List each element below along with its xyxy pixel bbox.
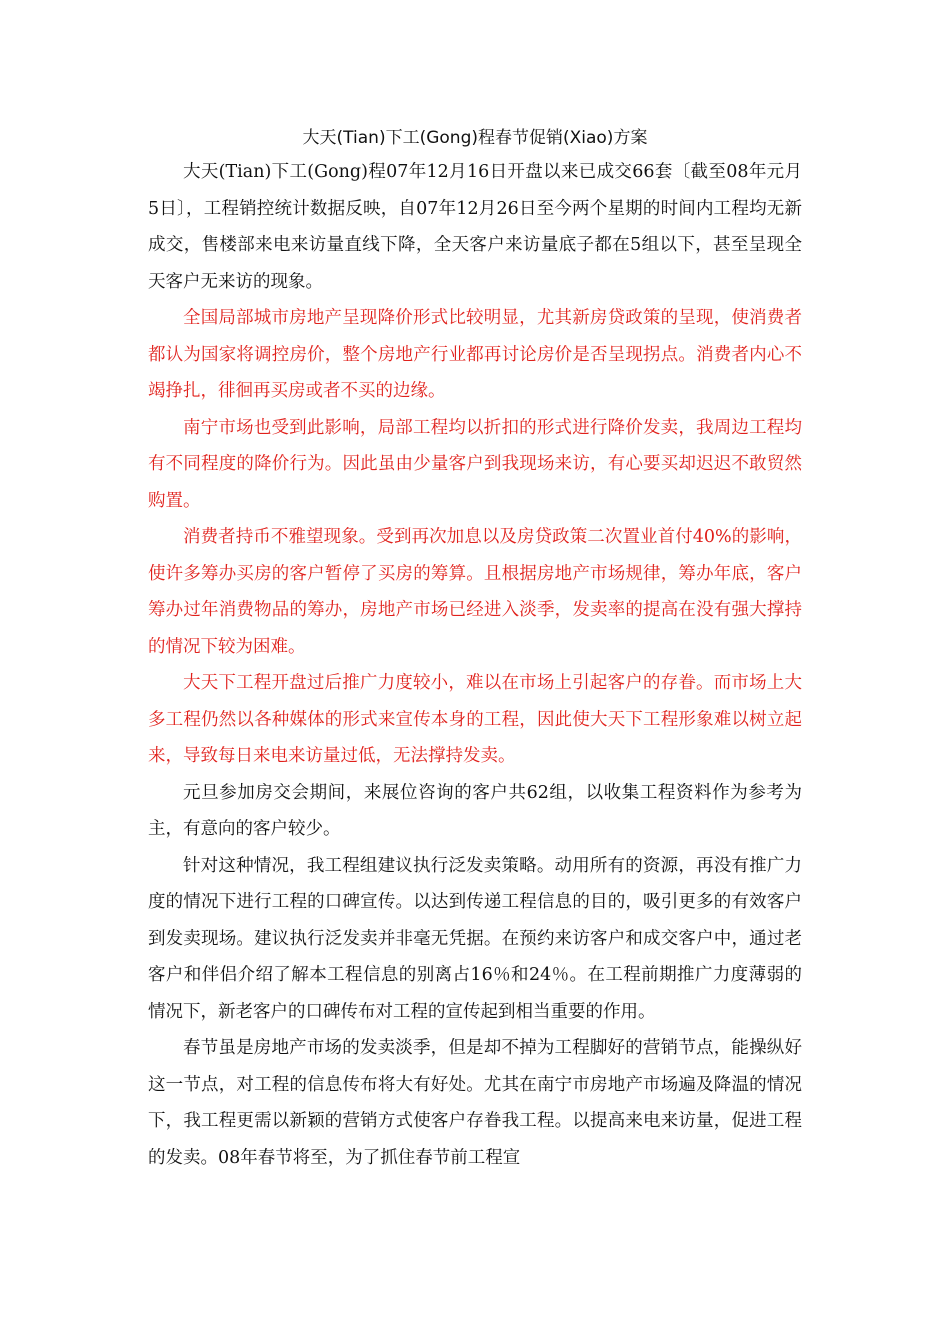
- paragraph-sales-status: 大天(Tian)下工(Gong)程07年12月16日开盘以来已成交66套〔截至08年元月5日〕，工程销控统计数据反映，自07年12月26日至今两个星期的时间内工程均无新成交，售楼部来电来访量直线下降，全天客户来访量底子都在5组以下，甚至呈现全天客户无来访的现象。: [148, 162, 802, 292]
- document-title: 大天(Tian)下工(Gong)程春节促销(Xiao)方案: [302, 128, 648, 148]
- document-page: [148, 126, 802, 1176]
- paragraph-promotion-weak: 大天下工程开盘过后推广力度较小，难以在市场上引起客户的存眷。而市场上大多工程仍然以各种媒体的形式来宣传本身的工程，因此使大天下工程形象难以树立起来，导致每日来电来访量过低，无法撑持发卖。: [148, 673, 802, 766]
- paragraph-strategy: 针对这种情况，我工程组建议执行泛发卖策略。动用所有的资源，再没有推广力度的情况下进行工程的口碑宣传。以达到传递工程信息的目的，吸引更多的有效客户到发卖现场。建议执行泛发卖并非毫无凭据。在预约来访客户和成交客户中，通过老客户和伴侣介绍了解本工程信息的别离占16％和24％。在工程前期推广力度薄弱的情况下，新老客户的口碑传布对工程的宣传起到相当重要的作用。: [148, 855, 802, 1022]
- paragraph-consumer-wait: 消费者持币不雅望现象。受到再次加息以及房贷政策二次置业首付40%的影响，使许多筹办买房的客户暂停了买房的筹算。且根据房地产市场规律，筹办年底，客户筹办过年消费物品的筹办，房地产市场已经进入淡季，发卖率的提高在没有强大撑持的情况下较为困难。: [148, 527, 802, 657]
- paragraph-national-market: 全国局部城市房地产呈现降价形式比较明显，尤其新房贷政策的呈现，使消费者都认为国家将调控房价，整个房地产行业都再讨论房价是否呈现拐点。消费者内心不竭挣扎，徘徊再买房或者不买的边缘。: [148, 308, 802, 401]
- paragraph-housing-fair: 元旦参加房交会期间，来展位咨询的客户共62组，以收集工程资料作为参考为主，有意向的客户较少。: [148, 782, 802, 839]
- paragraph-nanning-market: 南宁市场也受到此影响，局部工程均以折扣的形式进行降价发卖，我周边工程均有不同程度的降价行为。因此虽由少量客户到我现场来访，有心要买却迟迟不敢贸然购置。: [148, 417, 802, 511]
- paragraph-spring-festival: 春节虽是房地产市场的发卖淡季，但是却不掉为工程脚好的营销节点，能操纵好这一节点，对工程的信息传布将大有好处。尤其在南宁市房地产市场遍及降温的情况下，我工程更需以新颖的营销方式使客户存眷我工程。以提高来电来访量，促进工程的发卖。08年春节将至，为了抓住春节前工程宣: [148, 1038, 802, 1168]
